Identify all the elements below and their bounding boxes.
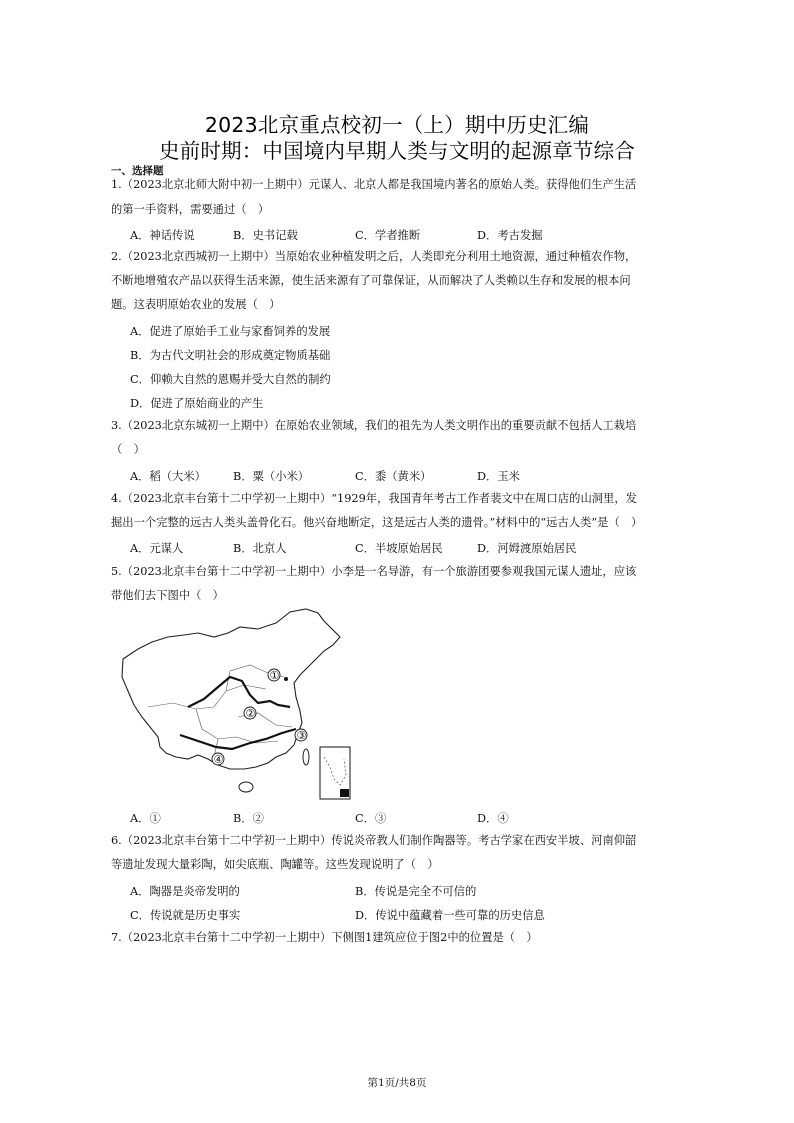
question-5-option-a: A．① bbox=[130, 812, 161, 825]
question-3-line-1: 3.（2023北京东城初一上期中）在原始农业领域，我们的祖先为人类文明作出的重要贡献不包括人工栽培 bbox=[111, 419, 637, 432]
question-3-option-d: D．玉米 bbox=[477, 470, 520, 483]
question-5-option-b: B．② bbox=[233, 812, 264, 825]
question-5-option-c: C．③ bbox=[355, 812, 387, 825]
question-6-option-a: A．陶器是炎帝发明的 bbox=[130, 885, 240, 898]
document-subtitle: 史前时期：中国境内早期人类与文明的起源章节综合 bbox=[158, 139, 636, 163]
question-2-line-3: 题。这表明原始农业的发展（ ） bbox=[111, 298, 281, 311]
question-4-option-c: C．半坡原始居民 bbox=[355, 542, 443, 555]
question-1-line-2: 的第一手资料，需要通过（ ） bbox=[111, 203, 270, 216]
question-6-option-c: C．传说就是历史事实 bbox=[130, 909, 241, 922]
question-1-option-b: B．史书记载 bbox=[233, 229, 298, 242]
document-title: 2023北京重点校初一（上）期中历史汇编 bbox=[204, 113, 590, 137]
map-marker-1: ① bbox=[269, 669, 280, 682]
question-3-option-b: B．粟（小米） bbox=[233, 470, 310, 483]
china-map-figure bbox=[118, 607, 358, 807]
question-2-option-a: A．促进了原始手工业与家畜饲养的发展 bbox=[130, 325, 331, 338]
question-1-option-c: C．学者推断 bbox=[355, 229, 421, 242]
taiwan-island bbox=[303, 749, 309, 765]
question-1-option-a: A．神话传说 bbox=[130, 229, 195, 242]
question-5-option-d: D．④ bbox=[477, 812, 509, 825]
question-2-option-c: C．仰赖大自然的恩赐并受大自然的制约 bbox=[130, 373, 331, 386]
hainan-island bbox=[239, 782, 253, 792]
question-2-line-2: 不断地增殖农产品以获得生活来源，使生活来源有了可靠保证，从而解决了人类赖以生存和发展的根本问 bbox=[111, 274, 631, 287]
question-1-option-d: D．考古发掘 bbox=[477, 229, 543, 242]
china-outline bbox=[122, 609, 340, 769]
question-4-line-2: 掘出一个完整的远古人类头盖骨化石。他兴奋地断定，这是远古人类的遗骨。”材料中的“远古人类”是（ ） bbox=[111, 516, 643, 529]
question-6-option-d: D．传说中蕴藏着一些可靠的历史信息 bbox=[355, 909, 545, 922]
question-2-option-d: D．促进了原始商业的产生 bbox=[130, 397, 264, 410]
yangtze-river bbox=[180, 729, 296, 749]
question-5-line-2: 带他们去下图中（ ） bbox=[111, 589, 224, 602]
question-6-line-2: 等遗址发现大量彩陶，如尖底瓶、陶罐等。这些发现说明了（ ） bbox=[111, 858, 439, 871]
question-3-line-2: （ ） bbox=[111, 443, 145, 456]
question-3-option-a: A．稻（大米） bbox=[130, 470, 206, 483]
page-number: 第1页/共8页 bbox=[367, 1077, 427, 1089]
question-2-line-1: 2.（2023北京西城初一上期中）当原始农业种植发明之后，人类即充分利用土地资源，通过种植农作物， bbox=[111, 250, 637, 263]
question-4-option-a: A．元谋人 bbox=[130, 542, 184, 555]
question-7-line-1: 7.（2023北京丰台第十二中学初一上期中）下侧图1建筑应位于图2中的位置是（ ） bbox=[111, 931, 538, 944]
question-3-option-c: C．黍（黄米） bbox=[355, 470, 432, 483]
map-marker-1-dot bbox=[284, 677, 288, 681]
map-marker-2: ② bbox=[245, 707, 256, 720]
question-6-option-b: B．传说是完全不可信的 bbox=[355, 885, 477, 898]
question-1-line-1: 1.（2023北京北师大附中初一上期中）元谋人、北京人都是我国境内著名的原始人类。获得他们生产生活 bbox=[111, 178, 637, 191]
section-heading: 一、选择题 bbox=[111, 165, 164, 177]
question-4-option-b: B．北京人 bbox=[233, 542, 287, 555]
question-5-line-1: 5.（2023北京丰台第十二中学初一上期中）小李是一名导游，有一个旅游团要参观我国元谋人遗址，应该 bbox=[111, 565, 637, 578]
map-marker-3: ③ bbox=[296, 729, 307, 742]
question-2-option-b: B．为古代文明社会的形成奠定物质基础 bbox=[130, 349, 331, 362]
map-marker-4: ④ bbox=[213, 753, 224, 766]
question-4-line-1: 4.（2023北京丰台第十二中学初一上期中）“1929年，我国青年考古工作者裴文中在周口店的山洞里，发 bbox=[111, 492, 637, 505]
question-4-option-d: D．河姆渡原始居民 bbox=[477, 542, 577, 555]
question-6-line-1: 6.（2023北京丰台第十二中学初一上期中）传说炎帝教人们制作陶器等。考古学家在西安半坡、河南仰韶 bbox=[111, 834, 637, 847]
inset-scale-box bbox=[340, 789, 349, 797]
